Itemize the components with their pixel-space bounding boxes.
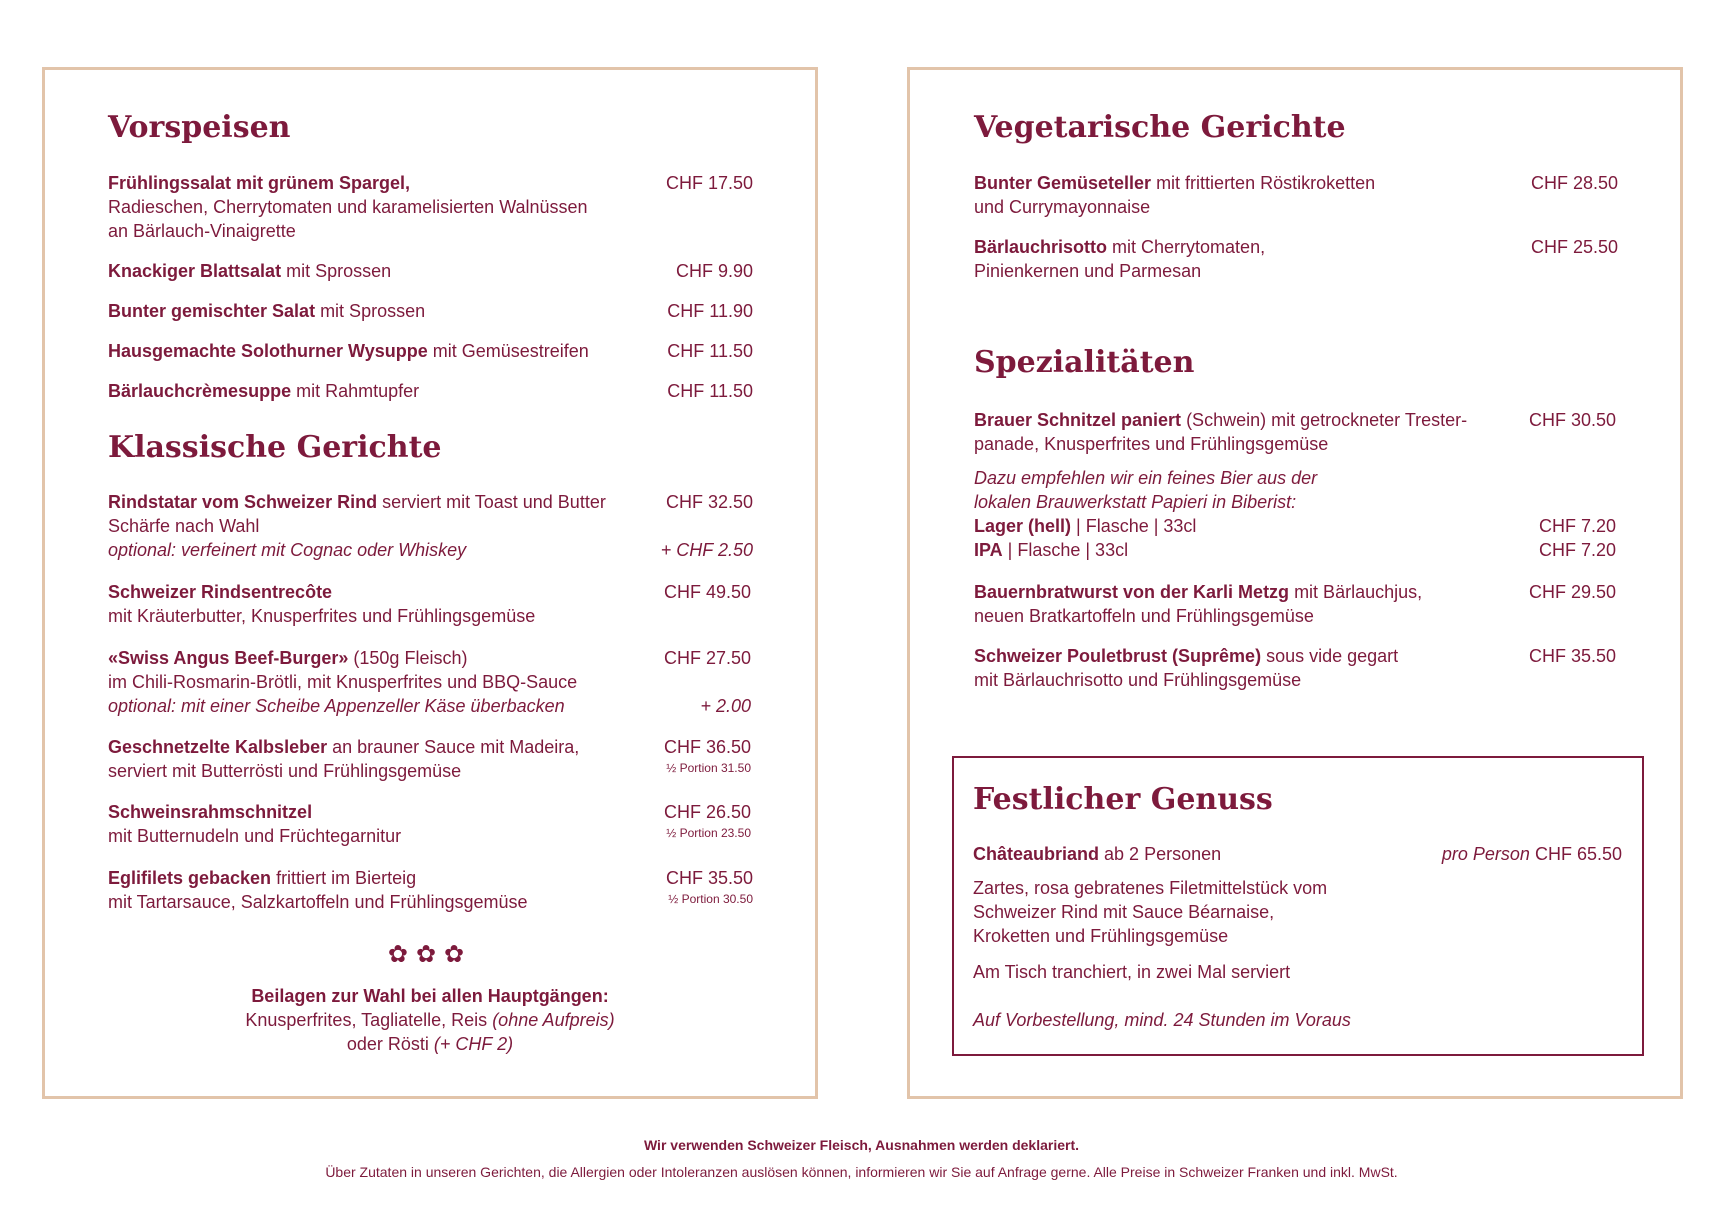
festlich-description <box>973 876 1327 948</box>
price-value: CHF 65.50 <box>1529 844 1622 864</box>
item-half-portion: ½ Portion 31.50 <box>666 761 751 775</box>
item-name: Schweinsrahmschnitzel <box>108 802 313 822</box>
section-title-festlich: Festlicher Genuss <box>973 782 1273 817</box>
item-description: Pinienkernen und Parmesan <box>974 261 1202 281</box>
item-optional-price: + CHF 2.50 <box>660 540 753 560</box>
beer-note <box>974 466 1317 514</box>
item-description: mit Bärlauchrisotto und Frühlingsgemüse <box>974 670 1302 690</box>
menu-panel-left <box>42 67 818 1099</box>
menu-item <box>973 842 1221 866</box>
item-description: | Flasche | 33cl <box>1002 540 1129 560</box>
item-name: Châteaubriand <box>973 844 1100 864</box>
item-description: im Chili-Rosmarin-Brötli, mit Knusperfrites und BBQ-Sauce <box>108 672 578 692</box>
item-price: CHF 29.50 <box>1528 582 1616 602</box>
item-description: (150g Fleisch) <box>348 648 468 668</box>
sides-text: (+ CHF 2) <box>433 1034 514 1054</box>
menu-item <box>108 800 401 848</box>
item-optional: optional: verfeinert mit Cognac oder Whiskey <box>108 540 467 560</box>
menu-item <box>108 735 579 783</box>
item-price: CHF 28.50 <box>1530 173 1618 193</box>
item-description: frittiert im Bierteig <box>271 868 417 888</box>
item-description: serviert mit Butterrösti und Frühlingsgemüse <box>108 761 462 781</box>
item-description: mit Kräuterbutter, Knusperfrites und Frühlingsgemüse <box>108 606 536 626</box>
price-prefix: pro Person <box>1441 844 1530 864</box>
item-description: mit frittierten Röstikroketten <box>1151 173 1376 193</box>
menu-item <box>108 490 606 562</box>
item-description: mit Butternudeln und Früchtegarnitur <box>108 826 402 846</box>
footer-allergy-note: Über Zutaten in unseren Gerichten, die Allergien oder Intoleranzen auslösen können, informieren wir Sie auf Anfrage gerne. Alle Preise in Schweizer Franken und inkl. MwSt. <box>325 1164 1398 1180</box>
item-price: CHF 32.50 <box>665 492 753 512</box>
menu-item <box>974 235 1265 283</box>
item-name: IPA <box>974 540 1003 560</box>
menu-item <box>974 171 1375 219</box>
section-title-klassisch: Klassische Gerichte <box>108 430 442 465</box>
beer-item <box>974 538 1128 562</box>
item-price: CHF 17.50 <box>665 173 753 193</box>
item-description: an Bärlauch-Vinaigrette <box>108 221 296 241</box>
footer-meat-note: Wir verwenden Schweizer Fleisch, Ausnahmen werden deklariert. <box>643 1137 1080 1153</box>
item-price: CHF 26.50 <box>663 802 751 822</box>
item-name: Frühlingssalat mit grünem Spargel, <box>108 173 411 193</box>
item-price: CHF 11.90 <box>667 301 753 321</box>
item-name: Bauernbratwurst von der Karli Metzg <box>974 582 1290 602</box>
item-price <box>1442 842 1622 866</box>
item-description: mit Gemüsestreifen <box>427 341 589 361</box>
beer-note-line: Dazu empfehlen wir ein feines Bier aus der <box>974 468 1318 488</box>
item-description: mit Sprossen <box>281 261 392 281</box>
item-name: Geschnetzelte Kalbsleber <box>108 737 328 757</box>
item-half-portion: ½ Portion 30.50 <box>668 892 753 906</box>
item-description: mit Tartarsauce, Salzkartoffeln und Frühlingsgemüse <box>108 892 528 912</box>
item-price: CHF 49.50 <box>663 582 751 602</box>
item-price: CHF 30.50 <box>1528 410 1616 430</box>
item-description: (Schwein) mit getrockneter Trester- <box>1181 410 1468 430</box>
sides-text: oder Rösti <box>346 1034 434 1054</box>
menu-item <box>108 299 425 323</box>
menu-item <box>974 644 1398 692</box>
item-name: Brauer Schnitzel paniert <box>974 410 1182 430</box>
item-description: panade, Knusperfrites und Frühlingsgemüse <box>974 434 1329 454</box>
item-price: CHF 25.50 <box>1530 237 1618 257</box>
item-description: neuen Bratkartoffeln und Frühlingsgemüse <box>974 606 1314 626</box>
item-name: Bunter Gemüseteller <box>974 173 1152 193</box>
beer-item <box>974 514 1196 538</box>
menu-item <box>108 171 588 243</box>
item-description: an brauner Sauce mit Madeira, <box>327 737 580 757</box>
item-description: serviert mit Toast und Butter <box>377 492 606 512</box>
festlicher-genuss-box <box>952 756 1644 1056</box>
item-price: CHF 35.50 <box>665 868 753 888</box>
description-line: Schweizer Rind mit Sauce Béarnaise, <box>973 902 1275 922</box>
item-name: «Swiss Angus Beef-Burger» <box>108 648 349 668</box>
flower-ornament-icon: ✿✿✿ <box>387 941 473 968</box>
item-description: und Currymayonnaise <box>974 197 1151 217</box>
sides-title: Beilagen zur Wahl bei allen Hauptgängen: <box>251 986 609 1006</box>
item-name: Eglifilets gebacken <box>108 868 272 888</box>
menu-item <box>108 646 577 718</box>
item-description: Radieschen, Cherrytomaten und karamelisierten Walnüssen <box>108 197 588 217</box>
item-optional-price: + 2.00 <box>700 696 751 716</box>
item-price: CHF 7.20 <box>1538 516 1616 536</box>
item-price: CHF 36.50 <box>663 737 751 757</box>
item-price: CHF 27.50 <box>663 648 751 668</box>
item-name: Hausgemachte Solothurner Wysuppe <box>108 341 428 361</box>
item-name: Lager (hell) <box>974 516 1072 536</box>
item-name: Bunter gemischter Salat <box>108 301 316 321</box>
preorder-note: Auf Vorbestellung, mind. 24 Stunden im Voraus <box>973 1010 1351 1030</box>
item-description: mit Cherrytomaten, <box>1107 237 1266 257</box>
section-title-vegetarisch: Vegetarische Gerichte <box>974 110 1346 145</box>
beer-note-line: lokalen Brauwerkstatt Papieri in Biberist: <box>974 492 1297 512</box>
section-title-spezial: Spezialitäten <box>974 345 1195 380</box>
item-price: CHF 11.50 <box>667 381 753 401</box>
menu-item <box>974 580 1422 628</box>
menu-item <box>108 259 391 283</box>
description-line: Zartes, rosa gebratenes Filetmittelstück vom <box>973 878 1328 898</box>
item-description: ab 2 Personen <box>1099 844 1222 864</box>
item-name: Bärlauchcrèmesuppe <box>108 381 292 401</box>
item-description: mit Rahmtupfer <box>291 381 420 401</box>
item-name: Rindstatar vom Schweizer Rind <box>108 492 378 512</box>
sides-text: (ohne Aufpreis) <box>492 1010 615 1030</box>
item-price: CHF 7.20 <box>1538 540 1616 560</box>
item-optional: optional: mit einer Scheibe Appenzeller Käse überbacken <box>108 696 565 716</box>
description-line: Kroketten und Frühlingsgemüse <box>973 926 1229 946</box>
serving-note: Am Tisch tranchiert, in zwei Mal serviert <box>973 962 1291 982</box>
sides-note <box>45 984 815 1056</box>
item-description: | Flasche | 33cl <box>1071 516 1197 536</box>
item-description: sous vide gegart <box>1261 646 1399 666</box>
item-name: Bärlauchrisotto <box>974 237 1108 257</box>
item-name: Schweizer Pouletbrust (Suprême) <box>974 646 1262 666</box>
item-price: CHF 9.90 <box>675 261 753 281</box>
menu-item <box>108 580 535 628</box>
sides-text: Knusperfrites, Tagliatelle, Reis <box>245 1010 493 1030</box>
section-title-vorspeisen: Vorspeisen <box>108 110 291 145</box>
item-price: CHF 35.50 <box>1528 646 1616 666</box>
menu-item <box>108 339 589 363</box>
item-description: mit Bärlauchjus, <box>1289 582 1423 602</box>
menu-item <box>108 379 419 403</box>
item-half-portion: ½ Portion 23.50 <box>666 826 751 840</box>
menu-item <box>974 408 1467 456</box>
item-description: mit Sprossen <box>315 301 426 321</box>
menu-item <box>108 866 528 914</box>
item-name: Schweizer Rindsentrecôte <box>108 582 333 602</box>
item-price: CHF 11.50 <box>667 341 753 361</box>
item-name: Knackiger Blattsalat <box>108 261 282 281</box>
item-description: Schärfe nach Wahl <box>108 516 260 536</box>
